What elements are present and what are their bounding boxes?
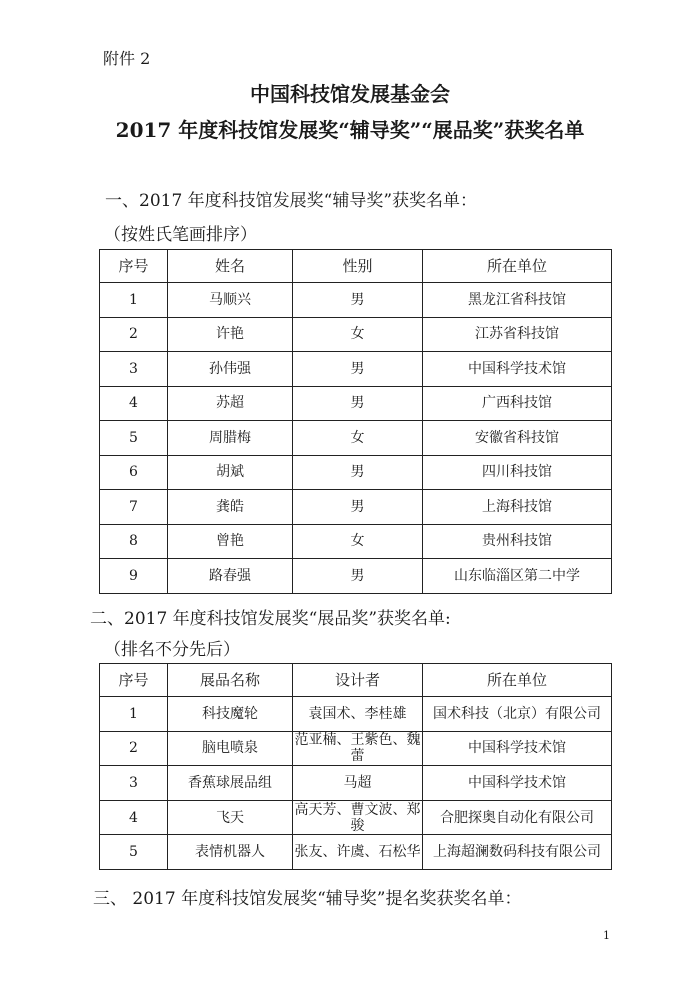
table-cell: 2	[100, 317, 168, 352]
table-row	[100, 524, 612, 559]
table-cell: 4	[100, 800, 168, 835]
table-cell: 5	[100, 421, 168, 456]
section3-heading: 三、 2017 年度科技馆发展奖“辅导奖”提名奖获奖名单：	[93, 889, 522, 909]
column-header: 序号	[100, 250, 168, 283]
table-cell: 1	[100, 697, 168, 732]
table-cell: 四川科技馆	[423, 455, 612, 490]
column-header: 姓名	[168, 250, 293, 283]
exhibit-award-table	[99, 663, 612, 870]
section2-note: （排名不分先后）	[104, 640, 240, 660]
table-cell: 科技魔轮	[168, 697, 293, 732]
table-row	[100, 490, 612, 525]
table-cell: 山东临淄区第二中学	[423, 559, 612, 594]
table-cell: 男	[293, 455, 423, 490]
table-cell: 5	[100, 835, 168, 870]
table-cell: 贵州科技馆	[423, 524, 612, 559]
table-cell: 飞天	[168, 800, 293, 835]
table-cell: 男	[293, 559, 423, 594]
table-row	[100, 455, 612, 490]
table-cell: 广西科技馆	[423, 386, 612, 421]
table-cell: 孙伟强	[168, 352, 293, 387]
table-cell: 表情机器人	[168, 835, 293, 870]
section1-heading: 一、2017 年度科技馆发展奖“辅导奖”获奖名单：	[105, 191, 478, 211]
table-cell: 中国科学技术馆	[423, 766, 612, 801]
table-row	[100, 800, 612, 835]
table-row	[100, 559, 612, 594]
section1-note: （按姓氏笔画排序）	[104, 225, 257, 245]
table-row	[100, 317, 612, 352]
column-header: 展品名称	[168, 664, 293, 697]
table-cell: 香蕉球展品组	[168, 766, 293, 801]
table-cell: 1	[100, 283, 168, 318]
page-title: 中国科技馆发展基金会	[250, 82, 450, 106]
table-cell: 男	[293, 490, 423, 525]
table-cell: 9	[100, 559, 168, 594]
table-cell: 4	[100, 386, 168, 421]
table-cell: 曾艳	[168, 524, 293, 559]
table-cell: 中国科学技术馆	[423, 352, 612, 387]
table-cell: 3	[100, 352, 168, 387]
table-row	[100, 731, 612, 766]
table-cell: 袁国术、李桂雄	[293, 697, 423, 732]
table-cell: 高天芳、曹文波、郑骏	[294, 801, 421, 834]
table-header-row	[100, 664, 612, 697]
table-cell: 龚皓	[168, 490, 293, 525]
table-header-row	[100, 250, 612, 283]
table-cell: 7	[100, 490, 168, 525]
table-cell: 安徽省科技馆	[423, 421, 612, 456]
table-cell: 路春强	[168, 559, 293, 594]
table-cell: 马顺兴	[168, 283, 293, 318]
tutor-award-table	[99, 249, 612, 594]
table-row	[100, 421, 612, 456]
table-cell: 2	[100, 731, 168, 766]
table-cell: 苏超	[168, 386, 293, 421]
table-cell: 周腊梅	[168, 421, 293, 456]
page-subtitle: 2017 年度科技馆发展奖“辅导奖”“展品奖”获奖名单	[115, 118, 585, 142]
table-cell: 女	[293, 421, 423, 456]
table-row	[100, 386, 612, 421]
table-cell: 脑电喷泉	[168, 731, 293, 766]
table-cell: 6	[100, 455, 168, 490]
table-cell: 男	[293, 386, 423, 421]
table-cell: 合肥探奥自动化有限公司	[423, 800, 612, 835]
table-row	[100, 766, 612, 801]
table-cell: 张友、许虞、石松华	[293, 835, 423, 870]
table-cell: 8	[100, 524, 168, 559]
table-cell: 国术科技（北京）有限公司	[423, 697, 612, 732]
table-cell: 女	[293, 524, 423, 559]
attachment-label: 附件 2	[103, 49, 151, 68]
table-cell: 女	[293, 317, 423, 352]
table-row	[100, 352, 612, 387]
table-cell: 上海科技馆	[423, 490, 612, 525]
table-row	[100, 283, 612, 318]
column-header: 性别	[293, 250, 423, 283]
table-cell: 上海超澜数码科技有限公司	[423, 835, 612, 870]
page-number: 1	[603, 929, 610, 942]
table-cell: 黑龙江省科技馆	[423, 283, 612, 318]
table-cell: 许艳	[168, 317, 293, 352]
column-header: 设计者	[293, 664, 423, 697]
column-header: 序号	[100, 664, 168, 697]
table-cell: 江苏省科技馆	[423, 317, 612, 352]
section2-heading: 二、2017 年度科技馆发展奖“展品奖”获奖名单:	[90, 609, 451, 629]
table-cell: 中国科学技术馆	[423, 731, 612, 766]
table-cell: 马超	[293, 766, 423, 801]
table-row	[100, 697, 612, 732]
table-row	[100, 835, 612, 870]
table-cell: 男	[293, 352, 423, 387]
table-cell: 3	[100, 766, 168, 801]
table-cell: 范亚楠、王紫色、魏蕾	[294, 732, 421, 765]
table-cell: 男	[293, 283, 423, 318]
column-header: 所在单位	[423, 664, 612, 697]
table-cell: 胡斌	[168, 455, 293, 490]
column-header: 所在单位	[423, 250, 612, 283]
